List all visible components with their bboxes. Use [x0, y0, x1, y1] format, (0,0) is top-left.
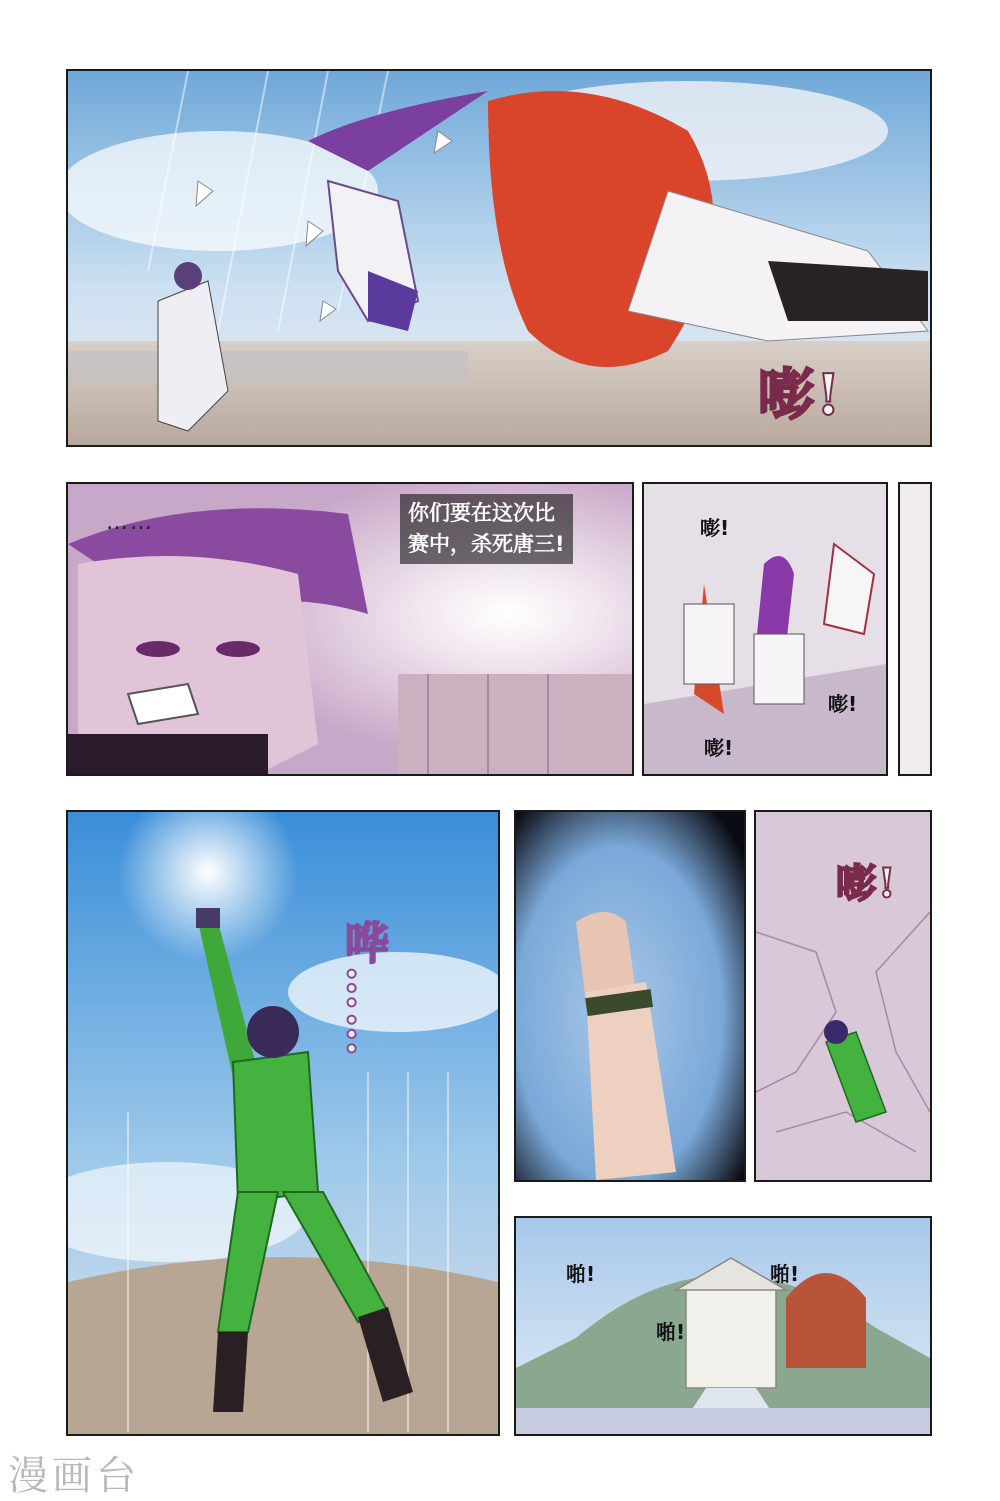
- panel-8-sfx-clap-a: 啪!: [566, 1262, 596, 1286]
- panel-6-art: [516, 812, 744, 1180]
- panel-1-battle: [66, 69, 932, 447]
- panel-3-art: [644, 484, 886, 774]
- watermark-logo: 漫画台: [8, 1453, 140, 1499]
- panel-5-art: [68, 812, 498, 1434]
- panel-1-sfx-bang: 嘭!: [758, 362, 843, 428]
- panel-4-sliver: [898, 482, 932, 776]
- panel-7-sfx-bang: 嘭!: [836, 860, 898, 907]
- panel-3-sfx-bang-a: 嘭!: [700, 516, 730, 540]
- speech-line-1: 你们要在这次比: [408, 501, 555, 525]
- speech-line-2: 赛中，杀死唐三!: [408, 532, 565, 556]
- panel-3-sfx-bang-b: 嘭!: [828, 692, 858, 716]
- panel-5-raised-fist: [66, 810, 500, 1436]
- panel-5-sfx-whoosh: 哗……: [337, 920, 388, 1058]
- panel-8-castle: [514, 1216, 932, 1436]
- panel-8-sfx-clap-c: 啪!: [656, 1320, 686, 1344]
- panel-2-ellipsis: ……: [106, 510, 154, 535]
- panel-8-art: [516, 1218, 930, 1434]
- panel-3-three-figures: [642, 482, 888, 776]
- panel-6-fist-closeup: [514, 810, 746, 1182]
- panel-2-speech-bubble: [400, 494, 573, 564]
- panel-3-sfx-bang-c: 嘭!: [704, 736, 734, 760]
- panel-2-closeup: [66, 482, 634, 776]
- panel-8-sfx-clap-b: 啪!: [770, 1262, 800, 1286]
- panel-7-cracked-ground: [754, 810, 932, 1182]
